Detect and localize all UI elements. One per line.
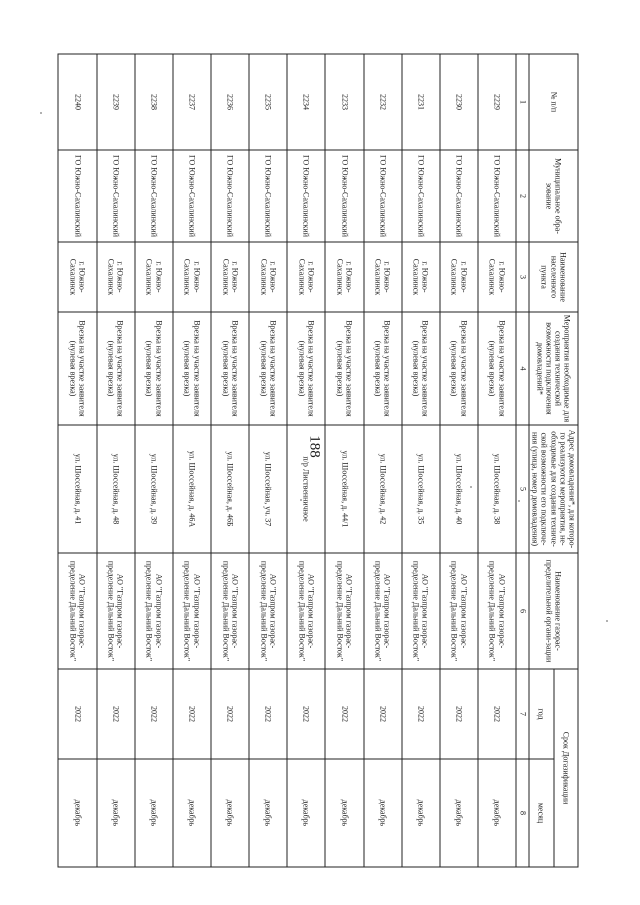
month-cell: декабрь: [478, 759, 516, 867]
year-cell: 2022: [249, 669, 287, 759]
header-municipality: Муниципальное обра-зование: [529, 150, 578, 242]
year-cell: 2022: [478, 669, 516, 759]
table-header: [529, 54, 578, 867]
measure-cell: Врезка на участке заявителя (нулевая врезка): [478, 312, 516, 425]
address-cell: ул. Шоссейная, д. 40: [440, 425, 478, 553]
address-cell: ул. Шоссейная, д. 46А: [173, 425, 211, 553]
table-row: [211, 54, 249, 867]
year-cell: 2022: [364, 669, 402, 759]
table-row: [325, 54, 363, 867]
index-cell: 4: [516, 312, 529, 425]
measure-cell: Врезка на участке заявителя (нулевая врезка): [402, 312, 440, 425]
org-cell: АО "Газпром газорас-пределение Дальний Восток": [325, 553, 363, 669]
row-number: 2233: [325, 54, 363, 150]
gasification-table: [58, 54, 579, 868]
table-row: [287, 54, 325, 867]
year-cell: 2022: [287, 669, 325, 759]
org-cell: АО "Газпром газорас-пределение Дальний Восток": [173, 553, 211, 669]
index-cell: 6: [516, 553, 529, 669]
municipality-cell: ГО Южно-Сахалинский: [478, 150, 516, 242]
scan-speck: [300, 499, 302, 501]
month-cell: декабрь: [249, 759, 287, 867]
month-cell: декабрь: [58, 759, 96, 867]
header-org: Наименование газорас-пределительной органи-зации: [529, 553, 578, 669]
scan-speck: [518, 500, 520, 502]
row-number: 2230: [440, 54, 478, 150]
header-year: год: [529, 669, 553, 759]
measure-cell: Врезка на участке заявителя (нулевая врезка): [58, 312, 96, 425]
municipality-cell: ГО Южно-Сахалинский: [211, 150, 249, 242]
municipality-cell: ГО Южно-Сахалинский: [440, 150, 478, 242]
scan-speck: [470, 486, 472, 488]
settlement-cell: г. Южно-Сахалинск: [478, 242, 516, 312]
month-cell: декабрь: [135, 759, 173, 867]
measure-cell: Врезка на участке заявителя (нулевая врезка): [249, 312, 287, 425]
index-cell: 2: [516, 150, 529, 242]
table-row: [173, 54, 211, 867]
scan-speck: [40, 112, 42, 114]
page-number: 188: [306, 435, 323, 458]
year-cell: 2022: [211, 669, 249, 759]
month-cell: декабрь: [325, 759, 363, 867]
org-cell: АО "Газпром газорас-пределение Дальний Восток": [249, 553, 287, 669]
index-cell: 8: [516, 759, 529, 867]
measure-cell: Врезка на участке заявителя (нулевая врезка): [173, 312, 211, 425]
org-cell: АО "Газпром газорас-пределение Дальний Восток": [402, 553, 440, 669]
header-settlement: Наименование населенного пункта: [529, 242, 578, 312]
address-cell: ул. Шоссейная, уч. 37: [249, 425, 287, 553]
settlement-cell: г. Южно-Сахалинск: [97, 242, 135, 312]
measure-cell: Врезка на участке заявителя (нулевая врезка): [211, 312, 249, 425]
municipality-cell: ГО Южно-Сахалинский: [173, 150, 211, 242]
year-cell: 2022: [58, 669, 96, 759]
row-number: 2237: [173, 54, 211, 150]
document-sheet: [68, 54, 578, 867]
row-number: 2234: [287, 54, 325, 150]
rotated-table-wrapper: [68, 54, 579, 867]
settlement-cell: г. Южно-Сахалинск: [325, 242, 363, 312]
measure-cell: Врезка на участке заявителя (нулевая врезка): [135, 312, 173, 425]
address-cell: ул. Шоссейная, д. 44/1: [325, 425, 363, 553]
table-row: [58, 54, 96, 867]
month-cell: декабрь: [97, 759, 135, 867]
address-cell: ул. Шоссейная, д. 39: [135, 425, 173, 553]
municipality-cell: ГО Южно-Сахалинский: [364, 150, 402, 242]
org-cell: АО "Газпром газорас-пределение Дальний Восток": [478, 553, 516, 669]
month-cell: декабрь: [364, 759, 402, 867]
municipality-cell: ГО Южно-Сахалинский: [287, 150, 325, 242]
municipality-cell: ГО Южно-Сахалинский: [135, 150, 173, 242]
municipality-cell: ГО Южно-Сахалинский: [249, 150, 287, 242]
index-cell: 3: [516, 242, 529, 312]
address-cell: ул. Шоссейная, д. 41: [58, 425, 96, 553]
table-row: [135, 54, 173, 867]
address-cell: ул. Шоссейная, д. 46Б: [211, 425, 249, 553]
header-measures: Мероприятия необходимые для создания технической возможности подключения домовладений*: [529, 312, 578, 425]
org-cell: АО "Газпром газорас-пределение Дальний Восток": [135, 553, 173, 669]
header-address: Адрес домовладения*, для которо-го реализуются мероприятия, не-обходимые для создания техниче-ской возможности его подключе-ния (улица, номер домовладения): [529, 425, 578, 553]
month-cell: декабрь: [211, 759, 249, 867]
year-cell: 2022: [135, 669, 173, 759]
row-number: 2239: [97, 54, 135, 150]
index-cell: 5: [516, 425, 529, 553]
table-body: [58, 54, 529, 867]
settlement-cell: г. Южно-Сахалинск: [402, 242, 440, 312]
settlement-cell: г. Южно-Сахалинск: [364, 242, 402, 312]
year-cell: 2022: [440, 669, 478, 759]
year-cell: 2022: [402, 669, 440, 759]
index-row: [516, 54, 529, 867]
address-cell: ул. Шоссейная, д. 35: [402, 425, 440, 553]
header-term: Срок Догазификации: [554, 669, 578, 867]
table-row: [364, 54, 402, 867]
municipality-cell: ГО Южно-Сахалинский: [402, 150, 440, 242]
index-cell: 1: [516, 54, 529, 150]
year-cell: 2022: [97, 669, 135, 759]
settlement-cell: г. Южно-Сахалинск: [173, 242, 211, 312]
org-cell: АО "Газпром газорас-пределение Дальний Восток": [287, 553, 325, 669]
table-row: [97, 54, 135, 867]
settlement-cell: г. Южно-Сахалинск: [135, 242, 173, 312]
measure-cell: Врезка на участке заявителя (нулевая врезка): [287, 312, 325, 425]
row-number: 2238: [135, 54, 173, 150]
municipality-cell: ГО Южно-Сахалинский: [58, 150, 96, 242]
org-cell: АО "Газпром газорас-пределение Дальний Восток": [211, 553, 249, 669]
address-cell: ул. Шоссейная, д. 48: [97, 425, 135, 553]
measure-cell: Врезка на участке заявителя (нулевая врезка): [97, 312, 135, 425]
header-row-num: № п/п: [529, 54, 578, 150]
scan-speck: [606, 620, 608, 622]
settlement-cell: г. Южно-Сахалинск: [58, 242, 96, 312]
org-cell: АО "Газпром газорас-пределение Дальний Восток": [440, 553, 478, 669]
year-cell: 2022: [325, 669, 363, 759]
settlement-cell: г. Южно-Сахалинск: [211, 242, 249, 312]
row-number: 2232: [364, 54, 402, 150]
table-row: [440, 54, 478, 867]
index-cell: 7: [516, 669, 529, 759]
month-cell: декабрь: [402, 759, 440, 867]
org-cell: АО "Газпром газорас-пределение Дальний Восток": [58, 553, 96, 669]
month-cell: декабрь: [173, 759, 211, 867]
month-cell: декабрь: [440, 759, 478, 867]
row-number: 2235: [249, 54, 287, 150]
settlement-cell: г. Южно-Сахалинск: [287, 242, 325, 312]
address-cell: ул. Шоссейная, д. 42: [364, 425, 402, 553]
settlement-cell: г. Южно-Сахалинск: [249, 242, 287, 312]
month-cell: декабрь: [287, 759, 325, 867]
row-number: 2229: [478, 54, 516, 150]
org-cell: АО "Газпром газорас-пределение Дальний Восток": [97, 553, 135, 669]
address-cell: п/р Лиственничное: [287, 425, 325, 553]
measure-cell: Врезка на участке заявителя (нулевая врезка): [364, 312, 402, 425]
municipality-cell: ГО Южно-Сахалинский: [325, 150, 363, 242]
settlement-cell: г. Южно-Сахалинск: [440, 242, 478, 312]
table-row: [249, 54, 287, 867]
header-month: месяц: [529, 759, 553, 867]
address-cell: ул. Шоссейная, д. 38: [478, 425, 516, 553]
measure-cell: Врезка на участке заявителя (нулевая врезка): [440, 312, 478, 425]
table-row: [478, 54, 516, 867]
measure-cell: Врезка на участке заявителя (нулевая врезка): [325, 312, 363, 425]
org-cell: АО "Газпром газорас-пределение Дальний Восток": [364, 553, 402, 669]
municipality-cell: ГО Южно-Сахалинский: [97, 150, 135, 242]
row-number: 2236: [211, 54, 249, 150]
table-row: [402, 54, 440, 867]
row-number: 2240: [58, 54, 96, 150]
row-number: 2231: [402, 54, 440, 150]
year-cell: 2022: [173, 669, 211, 759]
